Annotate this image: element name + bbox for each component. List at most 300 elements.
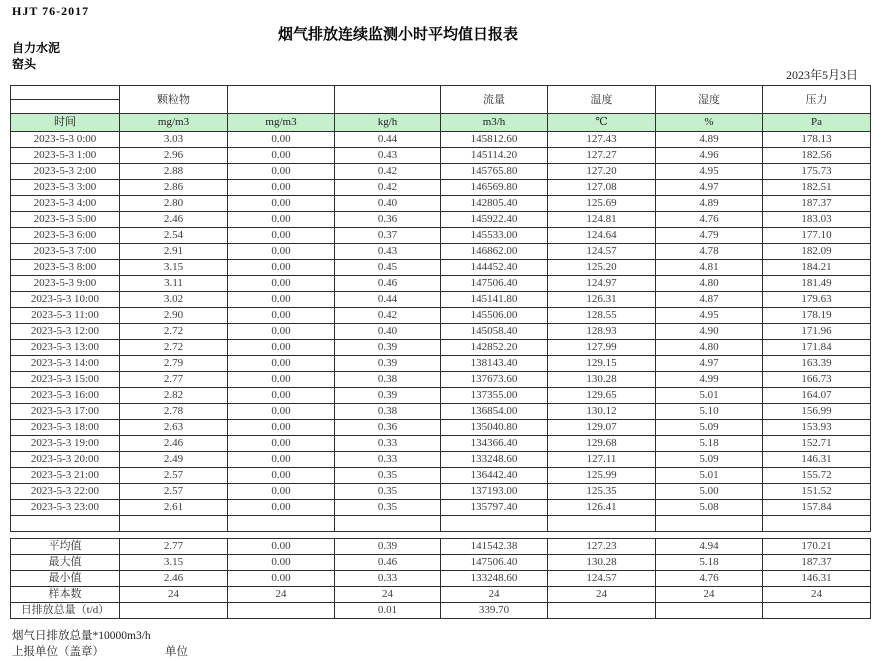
unit-label: 单位	[165, 646, 188, 658]
pollutant-header-row	[11, 86, 871, 114]
row-value-cell: 2.46	[120, 436, 228, 452]
table-row	[11, 436, 871, 452]
row-value-cell: 2.72	[120, 340, 228, 356]
row-value-cell: 124.97	[548, 276, 656, 292]
row-value-cell: 0.45	[335, 260, 441, 276]
unit-pm-mg: mg/m3	[120, 114, 228, 132]
summary-value-cell: 141542.38	[441, 539, 548, 555]
summary-row	[11, 603, 871, 619]
empty-cell	[441, 516, 548, 532]
summary-value-cell: 4.94	[656, 539, 763, 555]
row-value-cell: 142852.20	[441, 340, 548, 356]
summary-value-cell: 0.46	[335, 555, 441, 571]
row-value-cell: 5.01	[656, 468, 763, 484]
empty-cell	[548, 516, 656, 532]
row-value-cell: 2.82	[120, 388, 228, 404]
pollutant-header-humidity: 湿度	[656, 86, 763, 114]
row-value-cell: 2.49	[120, 452, 228, 468]
table-row	[11, 292, 871, 308]
row-value-cell: 153.93	[763, 420, 871, 436]
row-value-cell: 135040.80	[441, 420, 548, 436]
table-row	[11, 356, 871, 372]
row-value-cell: 0.00	[228, 436, 335, 452]
table-row	[11, 308, 871, 324]
table-row	[11, 420, 871, 436]
row-value-cell: 179.63	[763, 292, 871, 308]
row-value-cell: 3.11	[120, 276, 228, 292]
empty-cell	[228, 516, 335, 532]
spacer-cell	[763, 532, 871, 539]
row-value-cell: 0.00	[228, 148, 335, 164]
row-value-cell: 136442.40	[441, 468, 548, 484]
summary-value-cell	[120, 603, 228, 619]
row-value-cell: 0.35	[335, 484, 441, 500]
row-value-cell: 145114.20	[441, 148, 548, 164]
row-value-cell: 2.72	[120, 324, 228, 340]
spacer-cell	[441, 532, 548, 539]
row-value-cell: 0.42	[335, 164, 441, 180]
row-time-cell: 2023-5-3 16:00	[11, 388, 120, 404]
report-date: 2023年5月3日	[785, 68, 858, 82]
row-value-cell: 0.43	[335, 244, 441, 260]
row-time-cell: 2023-5-3 3:00	[11, 180, 120, 196]
header-time-lower-cell	[11, 100, 119, 113]
row-value-cell: 4.89	[656, 132, 763, 148]
row-value-cell: 4.80	[656, 340, 763, 356]
row-value-cell: 124.64	[548, 228, 656, 244]
pollutant-header-flow: 流量	[441, 86, 548, 114]
row-value-cell: 0.36	[335, 420, 441, 436]
row-time-cell: 2023-5-3 7:00	[11, 244, 120, 260]
summary-label-cell: 日排放总量（t/d）	[11, 603, 120, 619]
row-value-cell: 145533.00	[441, 228, 548, 244]
time-column-label: 时间	[11, 114, 120, 132]
row-value-cell: 0.42	[335, 308, 441, 324]
row-value-cell: 184.21	[763, 260, 871, 276]
unit-kgh: kg/h	[335, 114, 441, 132]
row-time-cell: 2023-5-3 10:00	[11, 292, 120, 308]
row-value-cell: 5.10	[656, 404, 763, 420]
row-value-cell: 129.65	[548, 388, 656, 404]
row-value-cell: 124.81	[548, 212, 656, 228]
row-value-cell: 156.99	[763, 404, 871, 420]
summary-value-cell: 0.00	[228, 539, 335, 555]
row-value-cell: 164.07	[763, 388, 871, 404]
row-value-cell: 157.84	[763, 500, 871, 516]
row-value-cell: 183.03	[763, 212, 871, 228]
summary-row	[11, 571, 871, 587]
table-row	[11, 484, 871, 500]
pollutant-header-temperature: 温度	[548, 86, 656, 114]
row-value-cell: 4.90	[656, 324, 763, 340]
empty-row	[11, 516, 871, 532]
table-row	[11, 164, 871, 180]
summary-value-cell: 24	[228, 587, 335, 603]
row-value-cell: 0.33	[335, 436, 441, 452]
row-value-cell: 145141.80	[441, 292, 548, 308]
row-value-cell: 0.40	[335, 324, 441, 340]
row-value-cell: 124.57	[548, 244, 656, 260]
row-value-cell: 0.00	[228, 308, 335, 324]
row-time-cell: 2023-5-3 11:00	[11, 308, 120, 324]
footer-note: 烟气日排放总量*10000m3/h	[12, 630, 151, 642]
row-value-cell: 0.00	[228, 180, 335, 196]
table-row	[11, 244, 871, 260]
spacer-cell	[548, 532, 656, 539]
row-value-cell: 145812.60	[441, 132, 548, 148]
row-value-cell: 166.73	[763, 372, 871, 388]
summary-value-cell: 5.18	[656, 555, 763, 571]
row-value-cell: 0.35	[335, 468, 441, 484]
row-value-cell: 0.00	[228, 324, 335, 340]
doc-code: HJT 76-2017	[12, 4, 90, 18]
table-row	[11, 324, 871, 340]
summary-label-cell: 样本数	[11, 587, 120, 603]
row-time-cell: 2023-5-3 5:00	[11, 212, 120, 228]
row-value-cell: 127.08	[548, 180, 656, 196]
pollutant-header-pm: 颗粒物	[120, 86, 228, 114]
row-value-cell: 4.97	[656, 356, 763, 372]
row-value-cell: 151.52	[763, 484, 871, 500]
table-row	[11, 148, 871, 164]
row-value-cell: 163.39	[763, 356, 871, 372]
row-value-cell: 4.78	[656, 244, 763, 260]
table-row	[11, 404, 871, 420]
row-value-cell: 0.38	[335, 404, 441, 420]
spacer-cell	[335, 532, 441, 539]
summary-value-cell: 24	[763, 587, 871, 603]
row-value-cell: 4.95	[656, 308, 763, 324]
row-value-cell: 182.09	[763, 244, 871, 260]
row-time-cell: 2023-5-3 23:00	[11, 500, 120, 516]
spacer-cell	[228, 532, 335, 539]
row-value-cell: 0.37	[335, 228, 441, 244]
row-value-cell: 0.00	[228, 228, 335, 244]
table-row	[11, 180, 871, 196]
row-value-cell: 128.93	[548, 324, 656, 340]
row-value-cell: 2.57	[120, 468, 228, 484]
row-value-cell: 0.00	[228, 452, 335, 468]
row-value-cell: 0.44	[335, 292, 441, 308]
row-value-cell: 178.13	[763, 132, 871, 148]
table-row	[11, 196, 871, 212]
row-value-cell: 0.00	[228, 388, 335, 404]
row-value-cell: 5.00	[656, 484, 763, 500]
data-rows	[11, 132, 871, 619]
summary-value-cell: 0.39	[335, 539, 441, 555]
row-value-cell: 0.39	[335, 388, 441, 404]
row-value-cell: 2.61	[120, 500, 228, 516]
report-unit-label: 上报单位（盖章）	[12, 646, 104, 658]
summary-value-cell: 124.57	[548, 571, 656, 587]
spacer-row	[11, 532, 871, 539]
row-value-cell: 4.80	[656, 276, 763, 292]
unit-mg: mg/m3	[228, 114, 335, 132]
summary-value-cell	[548, 603, 656, 619]
row-value-cell: 144452.40	[441, 260, 548, 276]
row-value-cell: 2.57	[120, 484, 228, 500]
row-value-cell: 4.97	[656, 180, 763, 196]
row-value-cell: 0.00	[228, 276, 335, 292]
row-value-cell: 0.00	[228, 468, 335, 484]
summary-value-cell: 24	[656, 587, 763, 603]
row-value-cell: 133248.60	[441, 452, 548, 468]
summary-value-cell: 2.77	[120, 539, 228, 555]
row-value-cell: 182.56	[763, 148, 871, 164]
summary-row	[11, 539, 871, 555]
row-time-cell: 2023-5-3 19:00	[11, 436, 120, 452]
unit-temperature: ℃	[548, 114, 656, 132]
row-value-cell: 175.73	[763, 164, 871, 180]
row-value-cell: 155.72	[763, 468, 871, 484]
table-row	[11, 276, 871, 292]
summary-value-cell: 24	[441, 587, 548, 603]
row-value-cell: 0.00	[228, 244, 335, 260]
row-value-cell: 4.95	[656, 164, 763, 180]
unit-flow: m3/h	[441, 114, 548, 132]
row-value-cell: 137193.00	[441, 484, 548, 500]
summary-value-cell: 2.46	[120, 571, 228, 587]
row-value-cell: 146569.80	[441, 180, 548, 196]
row-value-cell: 152.71	[763, 436, 871, 452]
row-value-cell: 182.51	[763, 180, 871, 196]
table-row	[11, 500, 871, 516]
summary-value-cell	[656, 603, 763, 619]
row-time-cell: 2023-5-3 9:00	[11, 276, 120, 292]
pollutant-header-pressure: 压力	[763, 86, 871, 114]
row-value-cell: 4.99	[656, 372, 763, 388]
row-value-cell: 3.03	[120, 132, 228, 148]
table-row	[11, 452, 871, 468]
summary-value-cell: 24	[548, 587, 656, 603]
row-value-cell: 2.63	[120, 420, 228, 436]
row-value-cell: 0.33	[335, 452, 441, 468]
summary-label-cell: 最小值	[11, 571, 120, 587]
row-value-cell: 4.87	[656, 292, 763, 308]
row-value-cell: 129.15	[548, 356, 656, 372]
spacer-cell	[656, 532, 763, 539]
unit-humidity: %	[656, 114, 763, 132]
row-value-cell: 145506.00	[441, 308, 548, 324]
row-value-cell: 146862.00	[441, 244, 548, 260]
summary-value-cell: 130.28	[548, 555, 656, 571]
row-value-cell: 125.99	[548, 468, 656, 484]
row-value-cell: 127.20	[548, 164, 656, 180]
row-value-cell: 177.10	[763, 228, 871, 244]
row-value-cell: 4.81	[656, 260, 763, 276]
row-value-cell: 2.46	[120, 212, 228, 228]
row-value-cell: 2.91	[120, 244, 228, 260]
row-value-cell: 147506.40	[441, 276, 548, 292]
row-value-cell: 128.55	[548, 308, 656, 324]
row-value-cell: 0.00	[228, 212, 335, 228]
row-value-cell: 145765.80	[441, 164, 548, 180]
summary-value-cell: 0.33	[335, 571, 441, 587]
row-value-cell: 125.69	[548, 196, 656, 212]
row-value-cell: 126.31	[548, 292, 656, 308]
row-value-cell: 0.00	[228, 356, 335, 372]
row-time-cell: 2023-5-3 4:00	[11, 196, 120, 212]
empty-cell	[763, 516, 871, 532]
row-value-cell: 0.00	[228, 484, 335, 500]
row-value-cell: 0.39	[335, 340, 441, 356]
unit-pressure: Pa	[763, 114, 871, 132]
summary-value-cell: 147506.40	[441, 555, 548, 571]
table-row	[11, 372, 871, 388]
row-value-cell: 0.40	[335, 196, 441, 212]
row-value-cell: 0.00	[228, 196, 335, 212]
row-value-cell: 2.96	[120, 148, 228, 164]
row-value-cell: 137673.60	[441, 372, 548, 388]
row-time-cell: 2023-5-3 17:00	[11, 404, 120, 420]
header-rows	[11, 86, 871, 132]
row-value-cell: 0.00	[228, 292, 335, 308]
row-value-cell: 0.35	[335, 500, 441, 516]
table-row	[11, 260, 871, 276]
row-value-cell: 5.01	[656, 388, 763, 404]
row-time-cell: 2023-5-3 8:00	[11, 260, 120, 276]
empty-cell	[656, 516, 763, 532]
empty-cell	[11, 516, 120, 532]
summary-value-cell: 146.31	[763, 571, 871, 587]
spacer-cell	[120, 532, 228, 539]
row-value-cell: 136854.00	[441, 404, 548, 420]
row-value-cell: 2.79	[120, 356, 228, 372]
summary-value-cell: 0.00	[228, 555, 335, 571]
row-time-cell: 2023-5-3 13:00	[11, 340, 120, 356]
row-value-cell: 0.00	[228, 260, 335, 276]
row-value-cell: 0.00	[228, 420, 335, 436]
row-value-cell: 145058.40	[441, 324, 548, 340]
row-value-cell: 2.54	[120, 228, 228, 244]
row-value-cell: 0.00	[228, 500, 335, 516]
page-title: 烟气排放连续监测小时平均值日报表	[277, 26, 518, 43]
row-value-cell: 4.79	[656, 228, 763, 244]
row-value-cell: 2.77	[120, 372, 228, 388]
row-value-cell: 178.19	[763, 308, 871, 324]
row-time-cell: 2023-5-3 12:00	[11, 324, 120, 340]
summary-value-cell: 339.70	[441, 603, 548, 619]
row-value-cell: 125.35	[548, 484, 656, 500]
row-time-cell: 2023-5-3 21:00	[11, 468, 120, 484]
row-value-cell: 2.78	[120, 404, 228, 420]
row-time-cell: 2023-5-3 0:00	[11, 132, 120, 148]
table-row	[11, 340, 871, 356]
row-value-cell: 0.46	[335, 276, 441, 292]
row-value-cell: 171.84	[763, 340, 871, 356]
summary-value-cell: 133248.60	[441, 571, 548, 587]
summary-value-cell: 4.76	[656, 571, 763, 587]
row-value-cell: 5.09	[656, 420, 763, 436]
summary-label-cell: 最大值	[11, 555, 120, 571]
row-value-cell: 0.00	[228, 164, 335, 180]
summary-value-cell: 187.37	[763, 555, 871, 571]
row-value-cell: 126.41	[548, 500, 656, 516]
summary-value-cell: 24	[120, 587, 228, 603]
row-value-cell: 0.39	[335, 356, 441, 372]
row-value-cell: 0.00	[228, 404, 335, 420]
row-value-cell: 4.96	[656, 148, 763, 164]
row-value-cell: 135797.40	[441, 500, 548, 516]
row-value-cell: 0.36	[335, 212, 441, 228]
summary-value-cell: 0.00	[228, 571, 335, 587]
company-name: 自力水泥	[12, 41, 61, 55]
row-value-cell: 2.86	[120, 180, 228, 196]
row-value-cell: 5.18	[656, 436, 763, 452]
row-value-cell: 137355.00	[441, 388, 548, 404]
row-value-cell: 129.68	[548, 436, 656, 452]
summary-value-cell: 127.23	[548, 539, 656, 555]
table-row	[11, 468, 871, 484]
summary-row	[11, 587, 871, 603]
row-value-cell: 127.43	[548, 132, 656, 148]
row-time-cell: 2023-5-3 14:00	[11, 356, 120, 372]
pollutant-header-empty-1	[228, 86, 335, 114]
row-value-cell: 145922.40	[441, 212, 548, 228]
row-value-cell: 125.20	[548, 260, 656, 276]
row-value-cell: 138143.40	[441, 356, 548, 372]
row-time-cell: 2023-5-3 1:00	[11, 148, 120, 164]
row-value-cell: 4.76	[656, 212, 763, 228]
empty-cell	[120, 516, 228, 532]
header-time-upper-cell	[11, 86, 119, 100]
row-value-cell: 127.27	[548, 148, 656, 164]
row-value-cell: 134366.40	[441, 436, 548, 452]
row-time-cell: 2023-5-3 6:00	[11, 228, 120, 244]
table-row	[11, 388, 871, 404]
row-value-cell: 5.08	[656, 500, 763, 516]
row-value-cell: 0.00	[228, 340, 335, 356]
table-row	[11, 228, 871, 244]
row-value-cell: 171.96	[763, 324, 871, 340]
pollutant-header-empty-2	[335, 86, 441, 114]
row-value-cell: 0.38	[335, 372, 441, 388]
summary-value-cell: 170.21	[763, 539, 871, 555]
row-value-cell: 146.31	[763, 452, 871, 468]
row-value-cell: 5.09	[656, 452, 763, 468]
row-time-cell: 2023-5-3 2:00	[11, 164, 120, 180]
row-value-cell: 142805.40	[441, 196, 548, 212]
summary-value-cell	[228, 603, 335, 619]
row-time-cell: 2023-5-3 22:00	[11, 484, 120, 500]
row-value-cell: 129.07	[548, 420, 656, 436]
summary-value-cell: 0.01	[335, 603, 441, 619]
row-time-cell: 2023-5-3 15:00	[11, 372, 120, 388]
table-row	[11, 132, 871, 148]
row-value-cell: 4.89	[656, 196, 763, 212]
summary-value-cell: 3.15	[120, 555, 228, 571]
row-value-cell: 2.80	[120, 196, 228, 212]
row-value-cell: 0.43	[335, 148, 441, 164]
unit-header-row	[11, 114, 871, 132]
summary-value-cell: 24	[335, 587, 441, 603]
row-value-cell: 187.37	[763, 196, 871, 212]
row-value-cell: 127.11	[548, 452, 656, 468]
row-time-cell: 2023-5-3 18:00	[11, 420, 120, 436]
table-row	[11, 212, 871, 228]
row-value-cell: 2.90	[120, 308, 228, 324]
empty-cell	[335, 516, 441, 532]
row-value-cell: 3.02	[120, 292, 228, 308]
summary-row	[11, 555, 871, 571]
summary-value-cell	[763, 603, 871, 619]
row-value-cell: 181.49	[763, 276, 871, 292]
spacer-cell	[11, 532, 120, 539]
row-value-cell: 0.44	[335, 132, 441, 148]
header-time-split-cell	[11, 86, 120, 114]
row-value-cell: 0.42	[335, 180, 441, 196]
row-value-cell: 130.28	[548, 372, 656, 388]
